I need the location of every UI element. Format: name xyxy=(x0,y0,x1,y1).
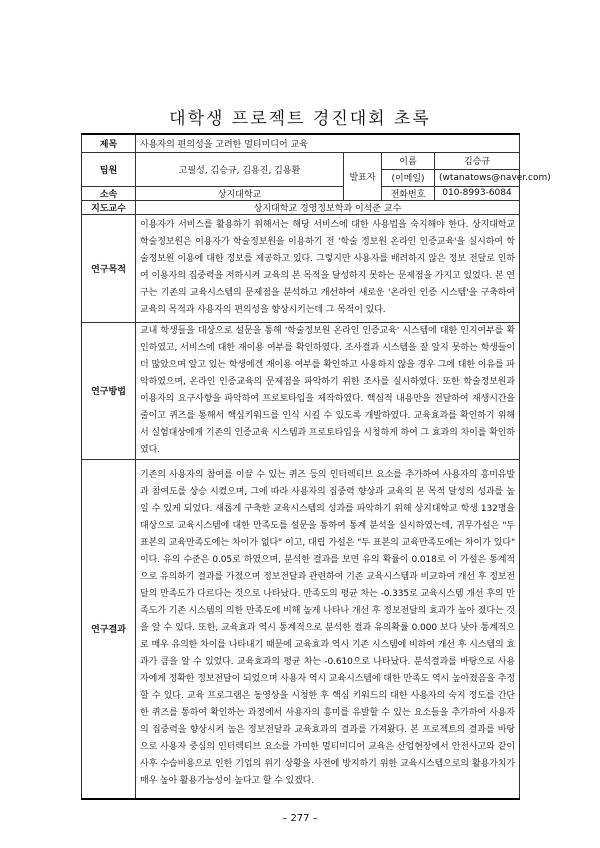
method-row xyxy=(82,322,520,459)
subject-row xyxy=(82,134,520,152)
purpose-label: 연구목적 xyxy=(82,214,136,322)
method-label: 연구방법 xyxy=(82,322,136,459)
result-label: 연구결과 xyxy=(82,459,136,799)
page-title: 대학생 프로젝트 경진대회 초록 xyxy=(169,109,431,129)
page-number: – 277 – xyxy=(282,813,318,824)
presenter-label: 발표자 xyxy=(344,152,382,200)
purpose-row xyxy=(82,214,520,322)
subject-value: 사용자의 편의성을 고려한 멀티미디어 교육 xyxy=(136,134,520,152)
email-value: (wtanatows@naver.com) xyxy=(435,169,520,186)
result-row xyxy=(82,459,520,799)
advisor-value: 상지대학교 경영정보학과 이석준 교수 xyxy=(136,200,520,214)
team-row xyxy=(82,152,520,169)
name-value: 김승규 xyxy=(435,152,520,169)
affiliation-label: 소속 xyxy=(82,186,136,200)
advisor-row xyxy=(82,200,520,214)
team-label: 팀원 xyxy=(82,152,136,186)
affiliation-value: 상지대학교 xyxy=(136,186,344,200)
result-text: 기존의 사용자의 참여를 이끌 수 있는 퀴즈 등의 인터렉티브 요소를 추가하여 사용자의 흥미유발과 참여도를 상승 시켰으며, 그에 따라 사용자의 집중력 향상과 교육의 본 목적 달성의 성과를 높일 수 있게 되었다. 새롭게 구축한 교육시스템의 성과를 파악하기 위해 상지대학교 학생 132명을 대상으로 교육시스템에 대한 만족도를 설문을 통하여 통계 분석을 실시하였는데, 귀무가설은 "두 표본의 교육만족도에는 차이가 없다" 이고, 대립 가설은 "두 표본의 교육만족도에는 차이가 있다" 이다. 유의 수준은 0.05로 하였으며, 분석한 결과를 보면 유의 확률이 0.018로 이 가설은 통계적으로 유의하기 결과를 가졌으며 정보전달과 관련하여 기존 교육시스템과 비교하여 개선 후 정보전달의 만족도가 다르다는 것으로 나타났다. 만족도의 평균 차는 -0.335로 교육시스템 개선 후의 만족도가 기존 시스템의 의한 만족도에 비해 높게 나타나 개선 후 정보전달의 효과가 높아 졌다는 것을 알 수 있다. 또한, 교육효과 역시 통계적으로 분석한 결과 유의확률 0.000 보다 낮아 통계적으로 매우 유의한 차이를 나타내기 때문에 교육효과 역시 기존 시스템에 비하여 개선 후 시스템의 효과가 큼을 알 수 있었다. 교육효과의 평균 차는 -0.610으로 나타났다. 분석결과를 바탕으로 사용자에게 정확한 정보전달이 되었으며 사용자 역시 교육시스템에 대한 만족도 역시 높아졌음을 추정할 수 있다. 교육 프로그램은 동영상을 시청한 후 핵심 키워드의 대한 사용자의 숙지 정도를 간단한 퀴즈를 통하여 확인하는 과정에서 사용자의 흥미를 유발할 수 있는 요소들을 추가하여 사용자의 집중력을 향상시켜 높은 정보전달과 교육효과의 결과를 가져왔다. 본 프로젝트의 결과를 바탕으로 사용자 중심의 인터렉티브 요소를 가미한 멀티미디어 교육은 산업현장에서 안전사고와 같이 사후 수습비용으로 인한 기업의 위기 상황을 사전에 방지하기 위한 교육시스템으로의 활용가치가 매우 높아 활용가능성이 높다고 할 수 있겠다. xyxy=(136,459,520,799)
advisor-label: 지도교수 xyxy=(82,200,136,214)
method-text: 교내 학생들을 대상으로 설문을 통해 '학술정보원 온라인 인증교육' 시스템에 대한 인지여부를 확인하였고, 서비스에 대한 재이용 여부를 확인하였다. 조사결과 시스템을 잘 알지 못하는 학생들이 더 많았으며 알고 있는 학생에겐 재이용 여부를 확인하고 사용하지 않을 경우 그에 대한 이유를 파악하였으며, 온라인 인증교육의 문제점을 파악하기 위한 조사를 실시하였다. 또한 학술정보원과 이용자의 요구사항을 파악하여 프로토타입을 제작하였다. 핵심적 내용만을 전달하여 재생시간을 줄이고 퀴즈를 통해서 핵심키워드를 인식 시킬 수 있도록 개발하였다. 교육효과를 확인하기 위해서 실험대상에게 기존의 인증교육 시스템과 프로토타입을 시청하게 하여 그 효과의 차이를 확인하였다. xyxy=(136,322,520,459)
subject-label: 제목 xyxy=(82,134,136,152)
abstract-form-table xyxy=(81,133,551,800)
name-label: 이름 xyxy=(382,152,435,169)
phone-value: 010-8993-6084 xyxy=(435,186,520,200)
email-label: (이메일) xyxy=(382,169,435,186)
phone-label: 전화번호 xyxy=(382,186,435,200)
team-value: 고필성, 김승규, 김용진, 김용환 xyxy=(136,152,344,186)
purpose-text: 이용자가 서비스를 활용하기 위해서는 해당 서비스에 대한 사용법을 숙지해야 한다. 상지대학교 학술정보원은 이용자가 학술정보원을 이용하기 전 '학술 정보원 온라인 인증교육'을 실시하여 학술정보원 이용에 대한 정보를 제공하고 있다. 그렇지만 사용자를 배려하지 않은 정보 전달로 인하여 이용자의 집중력을 저하시켜 교육의 본 목적을 달성하지 못하는 문제점을 가지고 있었다. 본 연구는 기존의 교육시스템의 문제점을 분석하고 개선하여 새로운 '온라인 인증 시스템'을 구축하여 교육의 목적과 사용자의 편의성을 향상시키는데 그 목적이 있다. xyxy=(136,214,520,322)
affiliation-row xyxy=(82,186,520,200)
